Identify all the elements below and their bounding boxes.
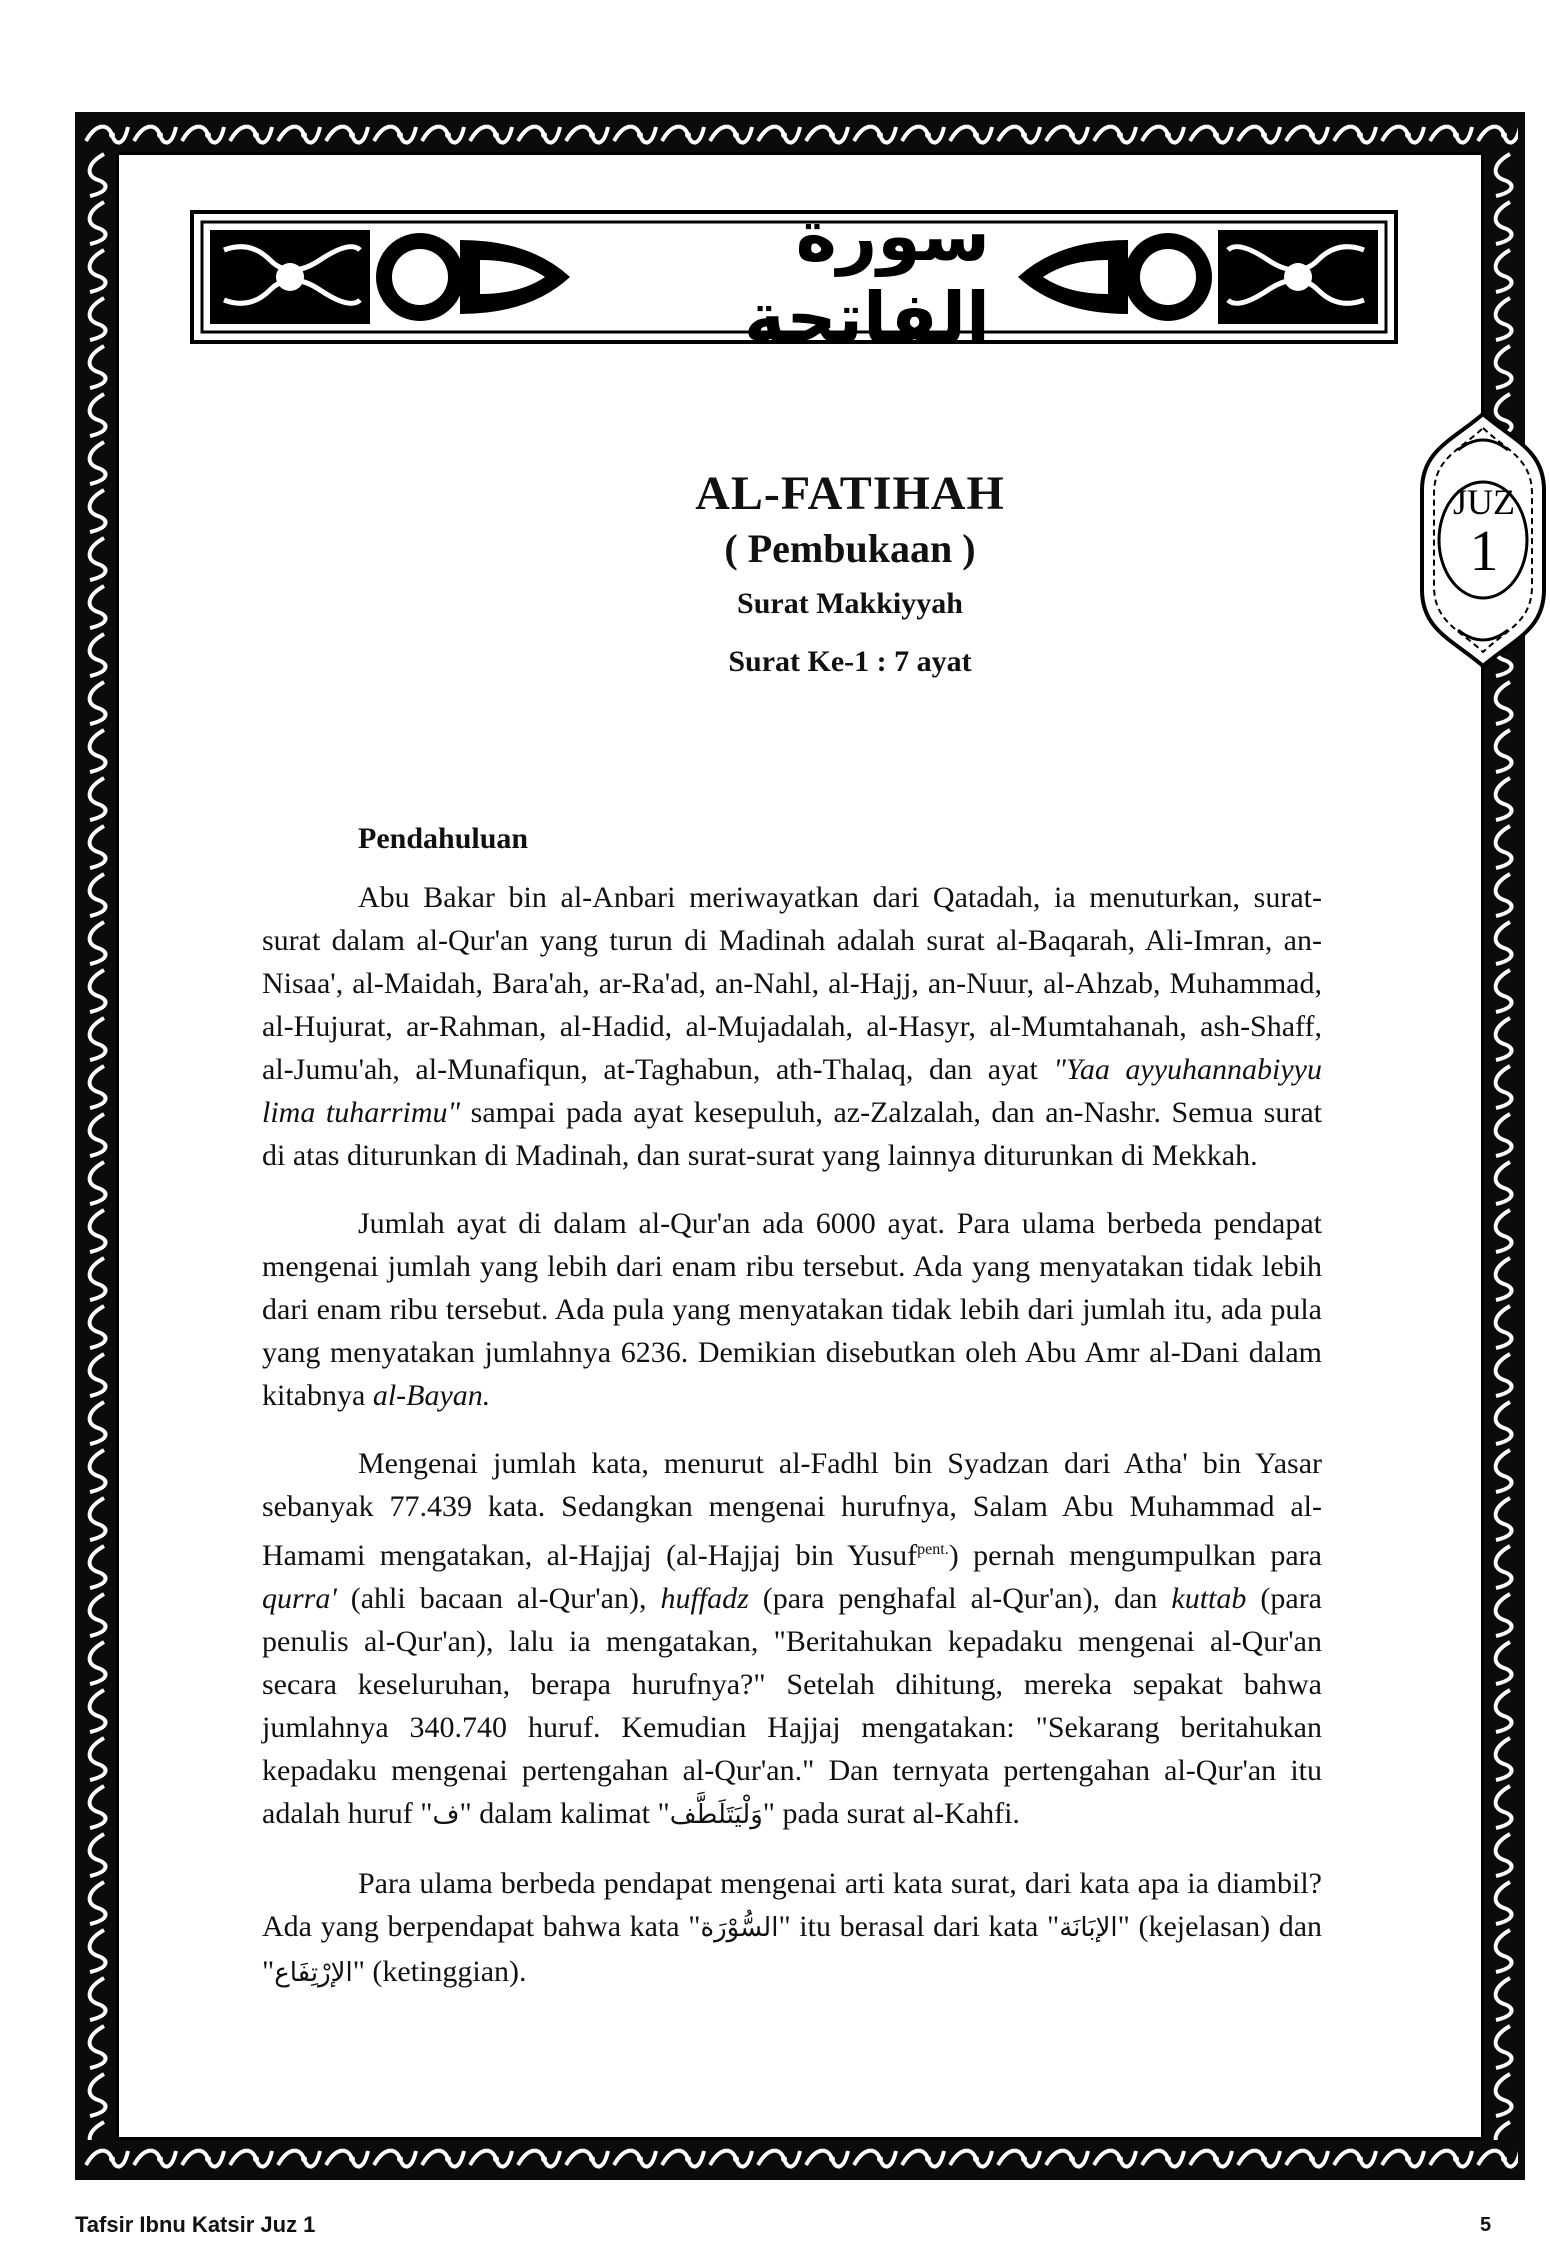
surah-heading [500, 465, 1200, 691]
paragraph: Mengenai jumlah kata, menurut al-Fadhl bin Syadzan dari Atha' bin Yasar sebanyak 77.439 kata. Sedangkan mengenai hurufnya, Salam Abu Muhammad al-Hamami mengatakan, al-Hajjaj (al-Hajjaj bin Yusuf$^{pent.}$) pernah mengumpulkan para qurra' (ahli bacaan al-Qur'an), huffadz (para penghafal al-Qur'an), dan kuttab (para penulis al-Qur'an), lalu ia mengatakan, "Beritahukan kepadaku mengenai al-Qur'an secara keseluruhan, berapa hurufnya?" Setelah dihitung, mereka sepakat bahwa jumlahnya 340.740 huruf. Kemudian Hajjaj mengatakan: "Sekarang beritahukan kepadaku mengenai pertengahan al-Qur'an." Dan ternyata pertengahan al-Qur'an itu adalah huruf "ف" dalam kalimat "وَلْيَتَلَطَّف" pada surat al-Kahfi. [262, 1447, 1322, 1830]
juz-label: JUZ [1453, 482, 1515, 522]
paragraph: Para ulama berbeda pendapat mengenai arti kata surat, dari kata apa ia diambil? Ada yang berpendapat bahwa kata "السُّوْرَة" itu berasal dari kata "الإبَانَة" (kejelasan) dan "الإرْتِفَاع" (ketinggian). [262, 1867, 1323, 1988]
border-pattern-bottom [82, 2141, 1518, 2175]
surah-title-banner [190, 195, 1398, 359]
border-pattern-top [82, 117, 1518, 151]
surah-info: Surat Ke-1 : 7 ayat [728, 645, 972, 678]
surah-title-arabic: سورة الفاتحة [743, 195, 990, 359]
surah-translation: ( Pembukaan ) [724, 526, 976, 571]
page-number: 5 [1480, 2214, 1492, 2236]
footer-book-title: Tafsir Ibnu Katsir Juz 1 [75, 2212, 316, 2237]
paragraph: Abu Bakar bin al-Anbari meriwayatkan dari Qatadah, ia menuturkan, surat-surat dalam al-Qur'an yang turun di Madinah adalah surat al-Baqarah, Ali-Imran, an-Nisaa', al-Maidah, Bara'ah, ar-Ra'ad, an-Nahl, al-Hajj, an-Nuur, al-Ahzab, Muhammad, al-Hujurat, ar-Rahman, al-Hadid, al-Mujadalah, al-Hasyr, al-Mumtahanah, ash-Shaff, al-Jumu'ah, al-Munafiqun, at-Taghabun, ath-Thalaq, dan ayat "Yaa ayyuhannabiyyu lima tuharrimu" sampai pada ayat kesepuluh, az-Zalzalah, dan an-Nashr. Semua surat di atas diturunkan di Madinah, dan surat-surat yang lainnya diturunkan di Mekkah. [262, 881, 1322, 1172]
juz-number: 1 [1469, 518, 1499, 583]
section-heading: Pendahuluan [358, 822, 529, 855]
juz-indicator [1430, 482, 1538, 583]
surah-type: Surat Makkiyyah [737, 587, 963, 620]
body-text [262, 876, 1322, 2020]
surah-name: AL-FATIHAH [695, 467, 1005, 520]
border-pattern-left [80, 150, 114, 2140]
paragraph: Jumlah ayat di dalam al-Qur'an ada 6000 ayat. Para ulama berbeda pendapat mengenai jumlah yang lebih dari enam ribu tersebut. Ada yang menyatakan tidak lebih dari enam ribu tersebut. Ada pula yang menyatakan tidak lebih dari jumlah itu, ada pula yang menyatakan jumlahnya 6236. Demikian disebutkan oleh Abu Amr al-Dani dalam kitabnya al-Bayan. [262, 1207, 1322, 1412]
